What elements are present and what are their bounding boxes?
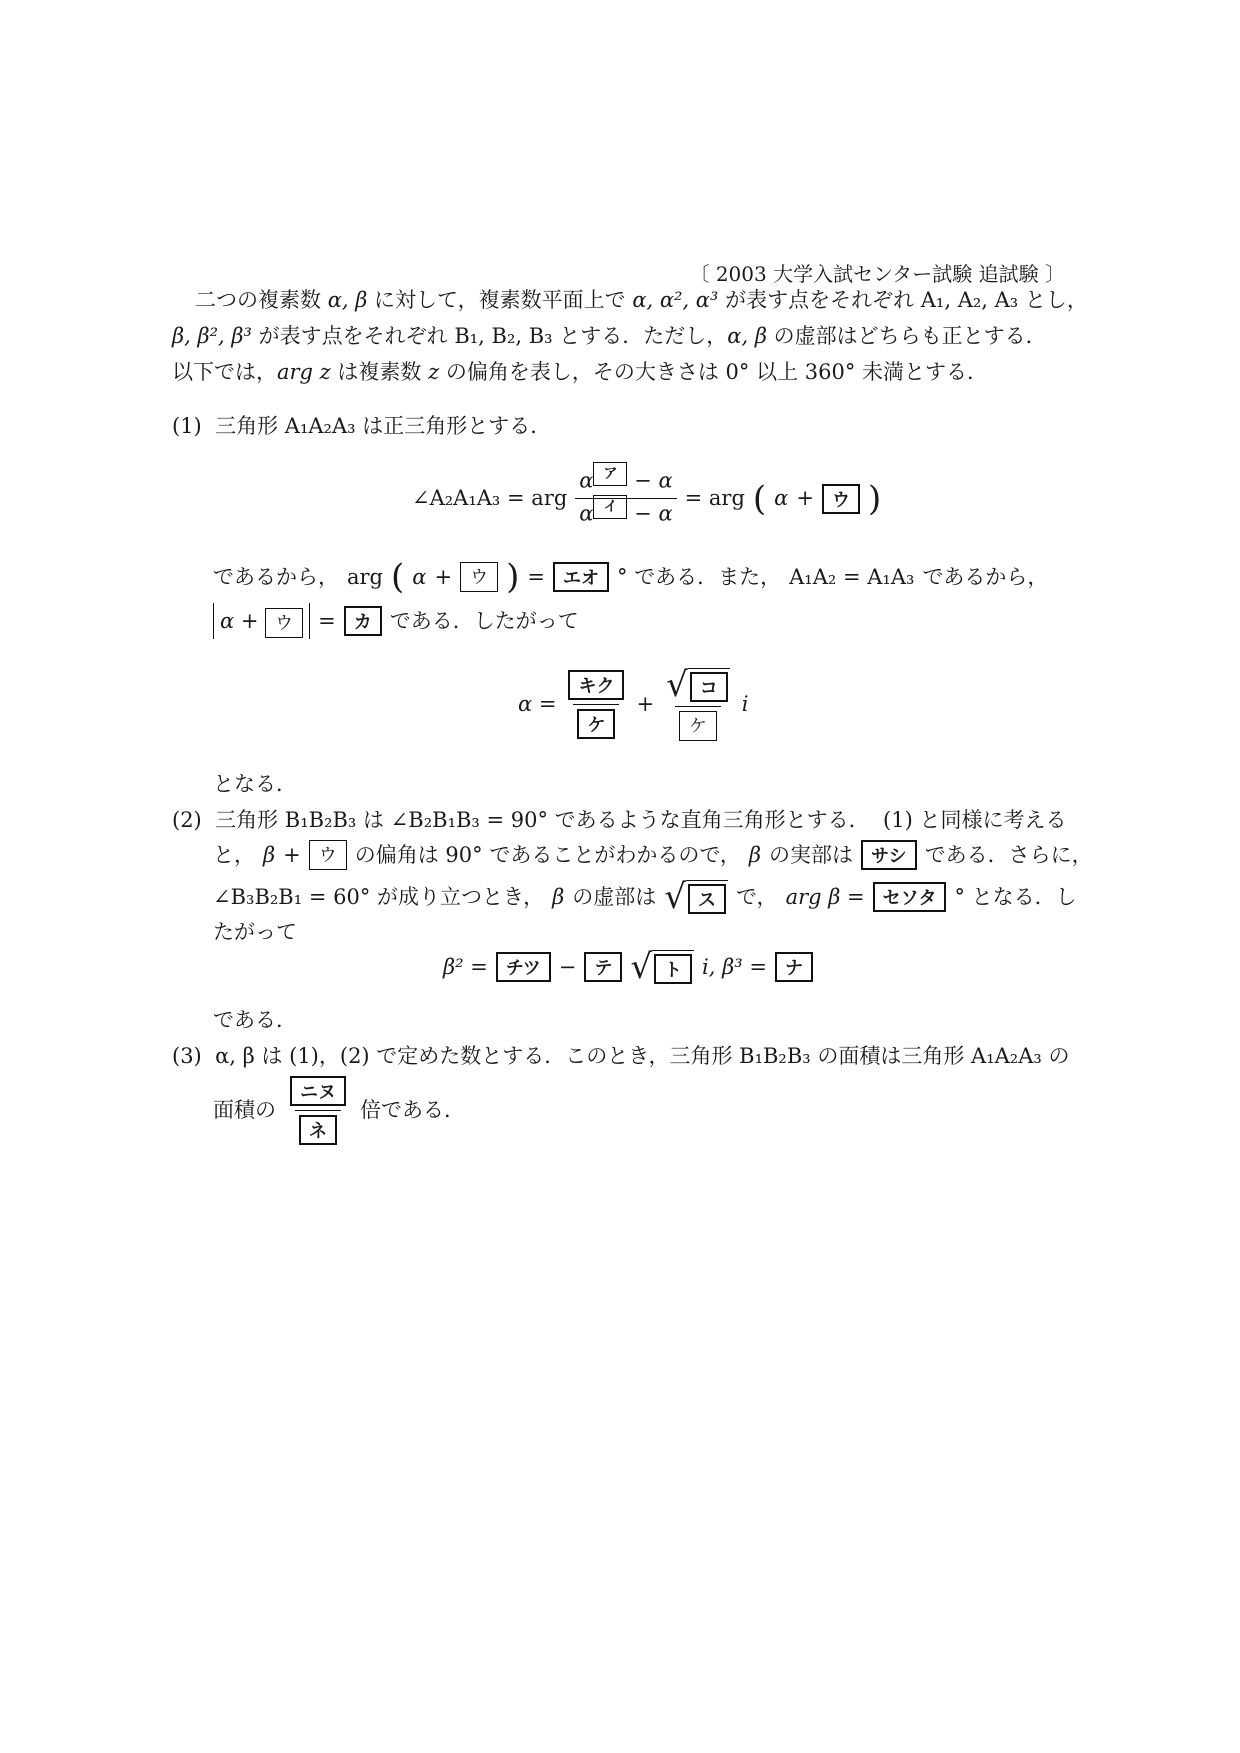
imaginary-unit: i: [741, 692, 749, 716]
part-text: ° である．また，: [616, 564, 782, 589]
intro-text: の虚部はどちらも正とする．: [766, 324, 1047, 348]
part-1-line-2: であるから， arg ( α + ウ ) = エオ ° である．また， A₁A₂ = A₁A₃ であるから，: [213, 557, 1049, 597]
alpha: α: [220, 609, 235, 633]
part-text: の偏角は 90° であることがわかるので，: [354, 842, 741, 867]
fraction: [662, 665, 734, 741]
beta: β: [552, 884, 565, 909]
part-text: (1) と同様に考える: [883, 808, 1067, 832]
math-alpha-beta: α, β: [327, 288, 368, 312]
part-2-line-2: [213, 840, 1093, 870]
answer-box-ke[interactable]: ケ: [679, 711, 717, 741]
equation-rhs: i, β³ =: [702, 954, 767, 979]
math-beta-powers: β, β², β³: [172, 324, 252, 348]
part-text: で，: [735, 884, 778, 909]
math-alpha-powers: α, α², α³: [632, 288, 719, 312]
equation-angle: ∠A₂A₁A₃ = arg $\frac{\text{α ア − α}}{\text{α イ − α}}$ = arg ( α + ウ ): [412, 470, 881, 527]
intro-line-1: [195, 290, 1088, 311]
fraction: [575, 466, 676, 527]
part-1-line-3: [213, 603, 579, 639]
answer-box-i[interactable]: イ: [593, 495, 627, 519]
answer-box-sashi[interactable]: サシ: [861, 840, 917, 870]
answer-box-te[interactable]: テ: [584, 952, 622, 982]
part-text: ∠B₃B₂B₁ = 60° が成り立つとき，: [213, 884, 545, 909]
arg-label: arg: [347, 564, 384, 589]
beta: β: [748, 842, 762, 867]
part-text: であるから，: [922, 564, 1049, 589]
sqrt: √ ス: [664, 880, 728, 914]
equals: =: [318, 608, 336, 633]
part-number: (1): [172, 414, 202, 438]
math-arg-z: arg z: [277, 360, 331, 384]
part-text: ° となる．し: [954, 884, 1077, 909]
sqrt: √ コ: [666, 668, 730, 702]
math-equal-lengths: A₁A₂ = A₁A₃: [789, 564, 915, 589]
minus-alpha: − α: [634, 468, 673, 493]
plus: +: [283, 842, 301, 867]
answer-box-ke[interactable]: ケ: [577, 709, 615, 739]
answer-box-kiku[interactable]: キク: [568, 670, 624, 700]
part-text: であるから，: [213, 564, 339, 589]
part-text: 面積の: [213, 1098, 276, 1122]
answer-box-u[interactable]: ウ: [265, 608, 303, 638]
part-2-line-4: たがって: [213, 920, 297, 944]
part-2-line-3: [213, 877, 1077, 917]
equation-lhs: α =: [518, 692, 557, 716]
plus: +: [434, 564, 453, 589]
equation-lhs: ∠A₂A₁A₃ = arg: [412, 486, 568, 510]
math-z: z: [428, 360, 440, 384]
answer-box-ka[interactable]: カ: [344, 606, 382, 636]
answer-box-a[interactable]: ア: [593, 462, 627, 486]
equation-alpha: [518, 665, 749, 741]
intro-line-2: [172, 326, 1047, 347]
intro-text: は複素数: [330, 360, 429, 384]
alpha: α: [412, 564, 427, 589]
part-2-line-5: である．: [213, 1008, 297, 1032]
equals: =: [527, 564, 545, 589]
exam-source: 〔 2003 大学入試センター試験 追試験 〕: [689, 262, 1065, 286]
answer-box-ninu[interactable]: ニヌ: [290, 1076, 346, 1106]
part-2-line-1: [172, 810, 1066, 831]
part-text: の虚部は: [572, 884, 657, 909]
intro-text: とし，: [1018, 288, 1088, 312]
intro-text: が表す点をそれぞれ: [251, 324, 455, 348]
part-text: 三角形 A₁A₂A₃ は正三角形とする．: [215, 414, 552, 438]
part-text: α, β は (1)，(2) で定めた数とする．このとき，三角形 B₁B₂B₃ の面積は三角形 A₁A₂A₃ の: [215, 1044, 1070, 1068]
math-points-b: B₁, B₂, B₃: [454, 324, 553, 348]
intro-text: が表す点をそれぞれ: [718, 288, 921, 312]
part-text: と，: [213, 842, 255, 867]
answer-box-to[interactable]: ト: [654, 954, 692, 984]
arg-beta: arg β =: [785, 884, 865, 909]
answer-box-u[interactable]: ウ: [460, 562, 498, 592]
answer-box-chitsu[interactable]: チツ: [496, 952, 551, 982]
intro-text: の偏角を表し，その大きさは 0° 以上 360° 未満とする．: [439, 360, 989, 384]
part-text: である．さらに，: [924, 842, 1093, 867]
answer-box-ko[interactable]: コ: [690, 672, 728, 702]
answer-box-ne[interactable]: ネ: [299, 1115, 337, 1145]
equation-mid: = arg: [684, 486, 745, 510]
beta: β: [263, 842, 276, 867]
minus: −: [558, 954, 577, 979]
absolute-value: [213, 603, 310, 639]
answer-box-u[interactable]: ウ: [309, 840, 347, 870]
minus-alpha: − α: [634, 501, 673, 526]
plus: +: [240, 609, 259, 633]
intro-line-3: [172, 362, 988, 383]
math-points-a: A₁, A₂, A₃: [920, 288, 1019, 312]
alpha: α: [579, 501, 594, 526]
answer-box-na[interactable]: ナ: [775, 952, 813, 982]
part-3-line-2: [213, 1076, 465, 1145]
intro-text: に対して，複素数平面上で: [367, 288, 633, 312]
answer-box-eo[interactable]: エオ: [553, 562, 609, 592]
answer-box-sesota[interactable]: セソタ: [873, 882, 947, 912]
intro-text: 以下では，: [172, 360, 277, 384]
sqrt: √ ト: [630, 950, 694, 984]
math-alpha-beta: α, β: [727, 324, 767, 348]
equation-beta: [443, 947, 813, 987]
fraction: [286, 1076, 350, 1145]
answer-box-u[interactable]: ウ: [822, 484, 860, 514]
part-text: 三角形 B₁B₂B₃ は ∠B₂B₁B₃ = 90° であるような直角三角形とする．: [215, 808, 870, 832]
plus: +: [636, 692, 655, 716]
plus: +: [796, 486, 814, 510]
equation-lhs: β² =: [443, 954, 488, 979]
part-1-heading: [172, 416, 551, 437]
answer-box-su[interactable]: ス: [688, 884, 726, 914]
alpha: α: [774, 486, 789, 510]
part-3-line-1: [172, 1046, 1069, 1067]
fraction: [564, 670, 628, 739]
part-number: (2): [172, 808, 202, 832]
intro-text: 二つの複素数: [195, 288, 328, 312]
part-text: の実部は: [769, 842, 854, 867]
alpha: α: [579, 468, 594, 493]
part-text: である．したがって: [389, 608, 579, 633]
part-number: (3): [172, 1044, 202, 1068]
intro-text: とする．ただし，: [552, 324, 728, 348]
part-text: 倍である．: [360, 1098, 465, 1122]
part-1-line-4: となる．: [213, 772, 297, 796]
